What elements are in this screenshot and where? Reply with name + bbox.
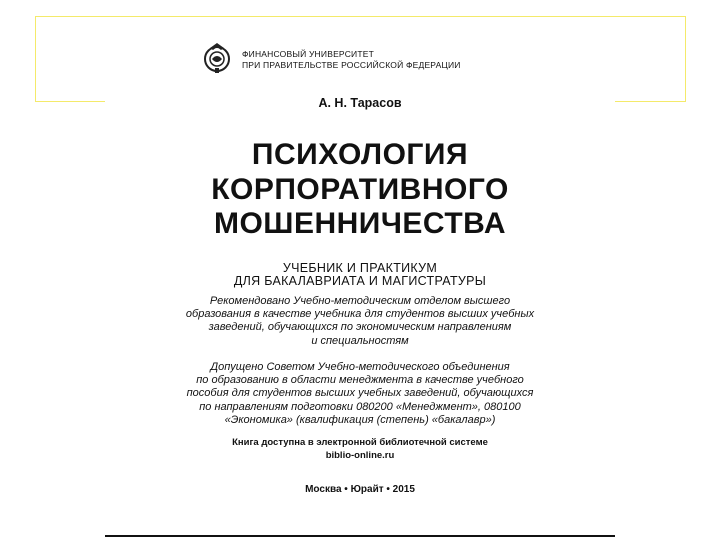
frame-right-line xyxy=(685,16,686,102)
book-title xyxy=(0,138,720,242)
access-line-1: Книга доступна в электронной библиотечной системе xyxy=(232,437,488,448)
subtitle-line-2: ДЛЯ БАКАЛАВРИАТА И МАГИСТРАТУРЫ xyxy=(233,274,487,288)
approval-line: по образованию в области менеджмента в качестве учебного xyxy=(196,374,524,387)
approval-line: по направлениям подготовки 080200 «Менеджмент», 080100 xyxy=(199,400,521,413)
title-line-1: ПСИХОЛОГИЯ xyxy=(251,138,469,171)
recommendation-line: Рекомендовано Учебно-методическим отделом высшего xyxy=(209,295,511,307)
frame-left-line xyxy=(35,16,36,102)
bottom-rule xyxy=(105,535,615,537)
access-line-2: biblio-online.ru xyxy=(325,449,395,461)
approval-line: Допущено Советом Учебно-методического объединения xyxy=(210,361,510,373)
approval-line: «Экономика» (квалификация (степень) «бакалавр») xyxy=(224,413,496,426)
recommendation-line: заведений, обучающихся по экономическим направлениям xyxy=(208,321,512,334)
library-access-note xyxy=(0,437,720,462)
university-line-2: ПРИ ПРАВИТЕЛЬСТВЕ РОССИЙСКОЙ ФЕДЕРАЦИИ xyxy=(242,60,461,70)
approval-text xyxy=(0,361,720,427)
recommendation-line: образования в качестве учебника для студентов высших учебных xyxy=(185,308,535,321)
title-line-2: КОРПОРАТИВНОГО xyxy=(211,172,509,206)
recommendation-text xyxy=(0,295,720,348)
recommendation-line: и специальностям xyxy=(311,334,409,347)
book-subtitle xyxy=(0,262,720,288)
university-name xyxy=(242,49,461,71)
author-name: А. Н. Тарасов xyxy=(318,96,402,110)
subtitle-line-1: УЧЕБНИК И ПРАКТИКУМ xyxy=(282,261,438,275)
approval-line: пособия для студентов высших учебных заведений, обучающихся xyxy=(186,387,534,400)
university-line-1: ФИНАНСОВЫЙ УНИВЕРСИТЕТ xyxy=(242,49,375,59)
frame-top-line xyxy=(35,16,685,17)
university-emblem-icon xyxy=(200,40,234,74)
publisher-imprint: Москва • Юрайт • 2015 xyxy=(305,484,415,495)
title-line-3: МОШЕННИЧЕСТВА xyxy=(213,207,507,240)
